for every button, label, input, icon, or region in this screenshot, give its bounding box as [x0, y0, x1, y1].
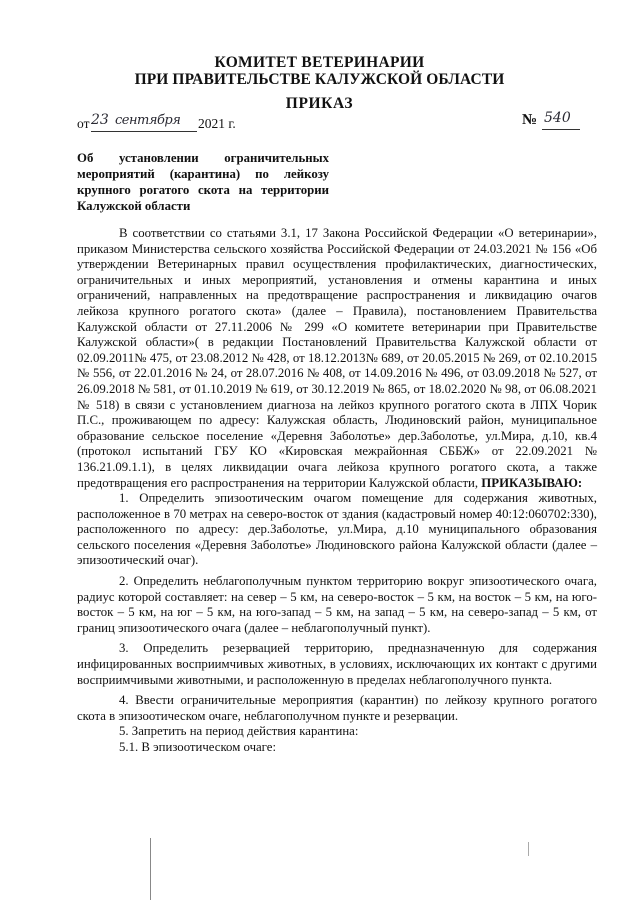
decree-word: ПРИКАЗЫВАЮ: [481, 475, 583, 490]
item-5-1: 5.1. В эпизоотическом очаге: [119, 740, 276, 754]
date-prefix: от [77, 116, 90, 131]
number-underline [542, 129, 580, 130]
scan-margin-line [150, 838, 151, 900]
order-body [77, 226, 597, 756]
item-5: 5. Запретить на период действия карантина: [119, 724, 359, 739]
committee-name-line1: КОМИТЕТ ВЕТЕРИНАРИИ [214, 54, 425, 71]
scan-artifact-mark [528, 842, 529, 856]
order-subject: Об установлении ограничительных мероприятий (карантина) по лейкозу крупного рогатого скота на территории Калужской области [77, 151, 329, 213]
date-day-handwritten: 23 [91, 112, 109, 128]
date-year: 2021 г. [198, 116, 236, 131]
order-date [77, 112, 236, 132]
item-4: 4. Ввести ограничительные мероприятия (карантин) по лейкозу крупного рогатого скота в эпизоотическом очаге, неблагополучном пункте и резервации. [77, 693, 597, 723]
document-type: ПРИКАЗ [285, 95, 354, 112]
number-handwritten: 540 [544, 110, 571, 126]
preamble-text: В соответствии со статьями 3.1, 17 Закона Российской Федерации «О ветеринарии», приказом Министерства сельского хозяйства Российской Федерации от 24.03.2021 № 156 «Об утверждении Ветеринарных правил осуществления профилактических, диагностических, ограничительных и иных мероприятий, установления и отмены карантина и иных ограничений, направленных на предотвращение распространения и ликвидацию очагов лейкоза крупного рогатого скота» (далее – Правила), постановлением Правительства Калужской области от 27.11.2006 № 299 «О комитете ветеринарии при Правительстве Калужской области»( в редакции Постановлений Правительства Калужской области от 02.09.2011№ 475, от 23.08.2012 № 428, от 18.12.2013№ 689, от 20.05.2015 № 269, от 02.10.2015 № 556, от 22.01.2016 № 24, от 28.07.2016 № 408, от 14.09.2016 № 496, от 03.09.2018 № 527, от 26.09.2018 № 581, от 01.10.2019 № 619, от 30.12.2019 № 865, от 18.02.2020 № 98, от 06.08.2021 № 518) в связи с установлением диагноза на лейкоз крупного рогатого скота в ЛПХ Чорик П.С., проживающем по адресу: Калужская область, Людиновский район, муниципальное образование сельское поселение «Деревня Заболотье» дер.Заболотье, ул.Мира, д.10, кв.4 (протокол испытаний ГБУ КО «Кировская межрайонная СББЖ» от 22.09.2021 № 136.21.09.1.1), в целях ликвидации очага лейкоза крупного рогатого скота, а также предотвращения его распространения на территории Калужской области, [77, 226, 597, 490]
number-symbol: № [522, 112, 538, 128]
date-underline [91, 131, 197, 132]
committee-name-line2: ПРИ ПРАВИТЕЛЬСТВЕ КАЛУЖСКОЙ ОБЛАСТИ [134, 71, 505, 88]
item-3: 3. Определить резервацией территорию, предназначенную для содержания инфицированных восприимчивых животных, в условиях, исключающих их контакт с другими восприимчивыми животными, и расположенную в пределах неблагополучного пункта. [77, 641, 597, 687]
date-month-handwritten: сентября [115, 113, 181, 128]
body-preamble [77, 226, 597, 491]
item-1: 1. Определить эпизоотическим очагом помещение для содержания животных, расположенное в 70 метрах на северо-восток от здания (кадастровый номер 40:12:060702:330), расположенного по адресу: дер.Заболотье, ул.Мира, д.10 муниципального образования сельского поселения «Деревня Заболотье» Людиновского района Калужской области (далее – эпизоотический очаг). [77, 491, 597, 568]
order-number [522, 110, 571, 129]
item-2: 2. Определить неблагополучным пунктом территорию вокруг эпизоотического очага, радиус которой составляет: на север – 5 км, на северо-восток – 5 км, на восток – 5 км, на юго-восток – 5 км, на юг – 5 км, на юго-запад – 5 км, на запад – 5 км, на северо-запад – 5 км, от границ эпизоотического очага (далее – неблагополучный пункт). [77, 574, 597, 635]
